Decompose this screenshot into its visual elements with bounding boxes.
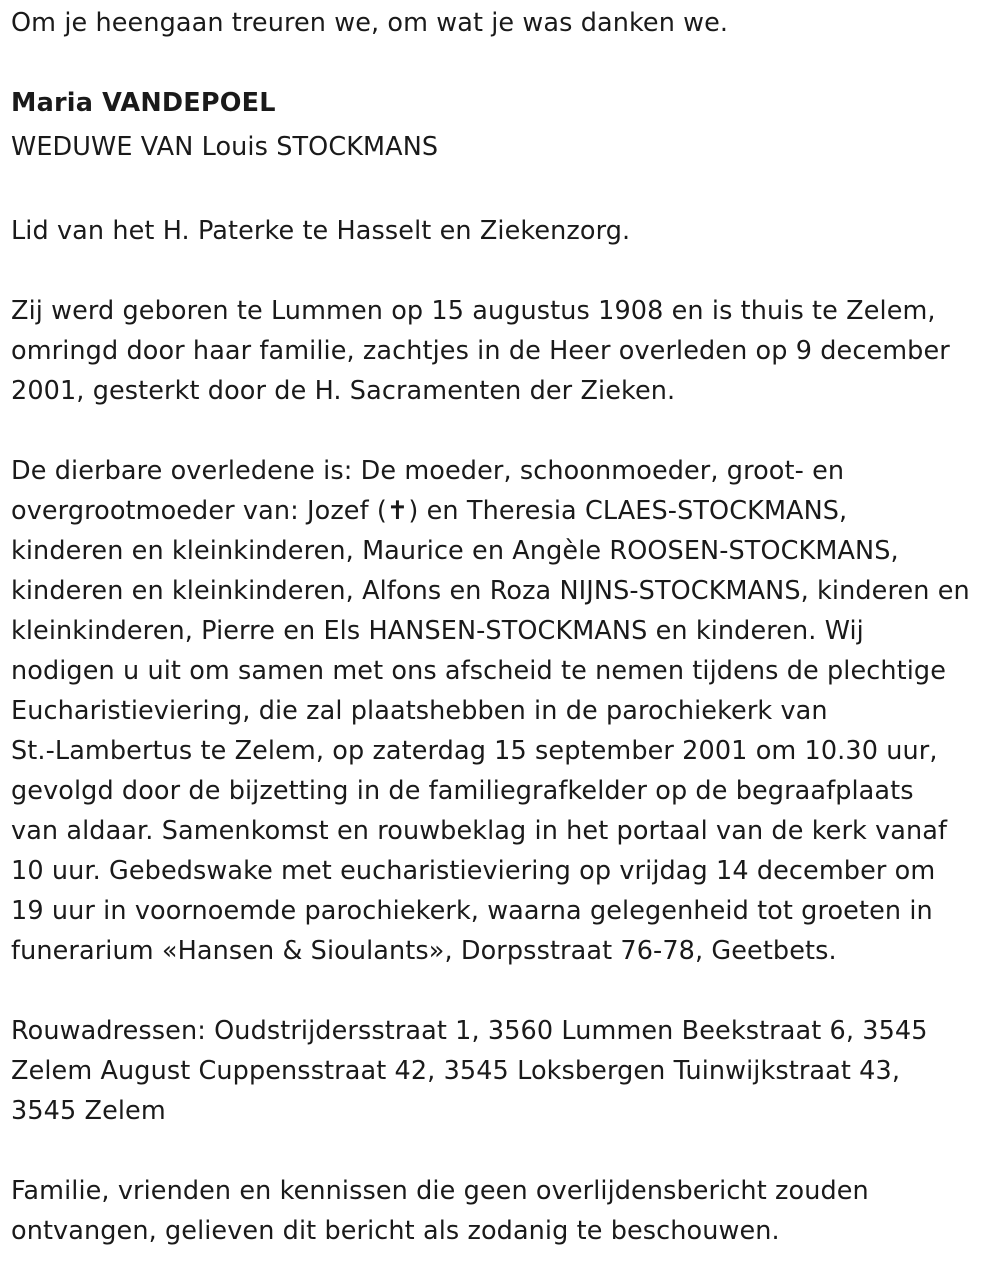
text-line: Familie, vrienden en kennissen die geen overlijdensbericht zouden [11,1176,869,1206]
birth-death-paragraph [11,291,995,411]
text-line: Eucharistieviering, die zal plaatshebben in de parochiekerk van [11,696,828,726]
text-line: van aldaar. Samenkomst en rouwbeklag in het portaal van de kerk vanaf [11,816,948,846]
spacer [11,971,995,1011]
spacer [11,251,995,291]
text-line: Zij werd geboren te Lummen op 15 augustus 1908 en is thuis te Zelem, [11,296,936,326]
text-line: Rouwadressen: Oudstrijdersstraat 1, 3560 Lummen Beekstraat 6, 3545 [11,1016,928,1046]
text-line: overgrootmoeder van: Jozef (✝) en Theresia CLAES-STOCKMANS, [11,496,848,526]
deceased-status: WEDUWE VAN Louis STOCKMANS [11,132,439,162]
spacer [11,1131,995,1171]
spacer [11,43,995,83]
family-paragraph [11,451,995,971]
text-line: kinderen en kleinkinderen, Alfons en Roza NIJNS-STOCKMANS, kinderen en [11,576,970,606]
text-line: ontvangen, gelieven dit bericht als zodanig te beschouwen. [11,1216,780,1246]
text-line: gevolgd door de bijzetting in de familiegrafkelder op de begraafplaats [11,776,914,806]
motto: Om je heengaan treuren we, om wat je was danken we. [11,8,729,38]
text-line: kleinkinderen, Pierre en Els HANSEN-STOCKMANS en kinderen. Wij [11,616,864,646]
text-line: omringd door haar familie, zachtjes in de Heer overleden op 9 december [11,336,950,366]
text-line: kinderen en kleinkinderen, Maurice en Angèle ROOSEN-STOCKMANS, [11,536,899,566]
text-line: 10 uur. Gebedswake met eucharistieviering op vrijdag 14 december om [11,856,936,886]
text-line: nodigen u uit om samen met ons afscheid te nemen tijdens de plechtige [11,656,946,686]
text-line: funerarium «Hansen & Sioulants», Dorpsstraat 76-78, Geetbets. [11,936,837,966]
spacer [11,171,995,211]
obituary-document [11,3,995,1251]
text-line: De dierbare overledene is: De moeder, schoonmoeder, groot- en [11,456,845,486]
membership-text: Lid van het H. Paterke te Hasselt en Ziekenzorg. [11,216,631,246]
text-line: 19 uur in voornoemde parochiekerk, waarna gelegenheid tot groeten in [11,896,933,926]
text-line: Zelem August Cuppensstraat 42, 3545 Loksbergen Tuinwijkstraat 43, [11,1056,901,1086]
addresses-paragraph [11,1011,995,1131]
text-line: 3545 Zelem [11,1096,166,1126]
text-line: St.-Lambertus te Zelem, op zaterdag 15 september 2001 om 10.30 uur, [11,736,938,766]
deceased-name: Maria VANDEPOEL [11,88,276,118]
spacer [11,411,995,451]
closing-paragraph [11,1171,995,1251]
text-line: 2001, gesterkt door de H. Sacramenten der Zieken. [11,376,676,406]
